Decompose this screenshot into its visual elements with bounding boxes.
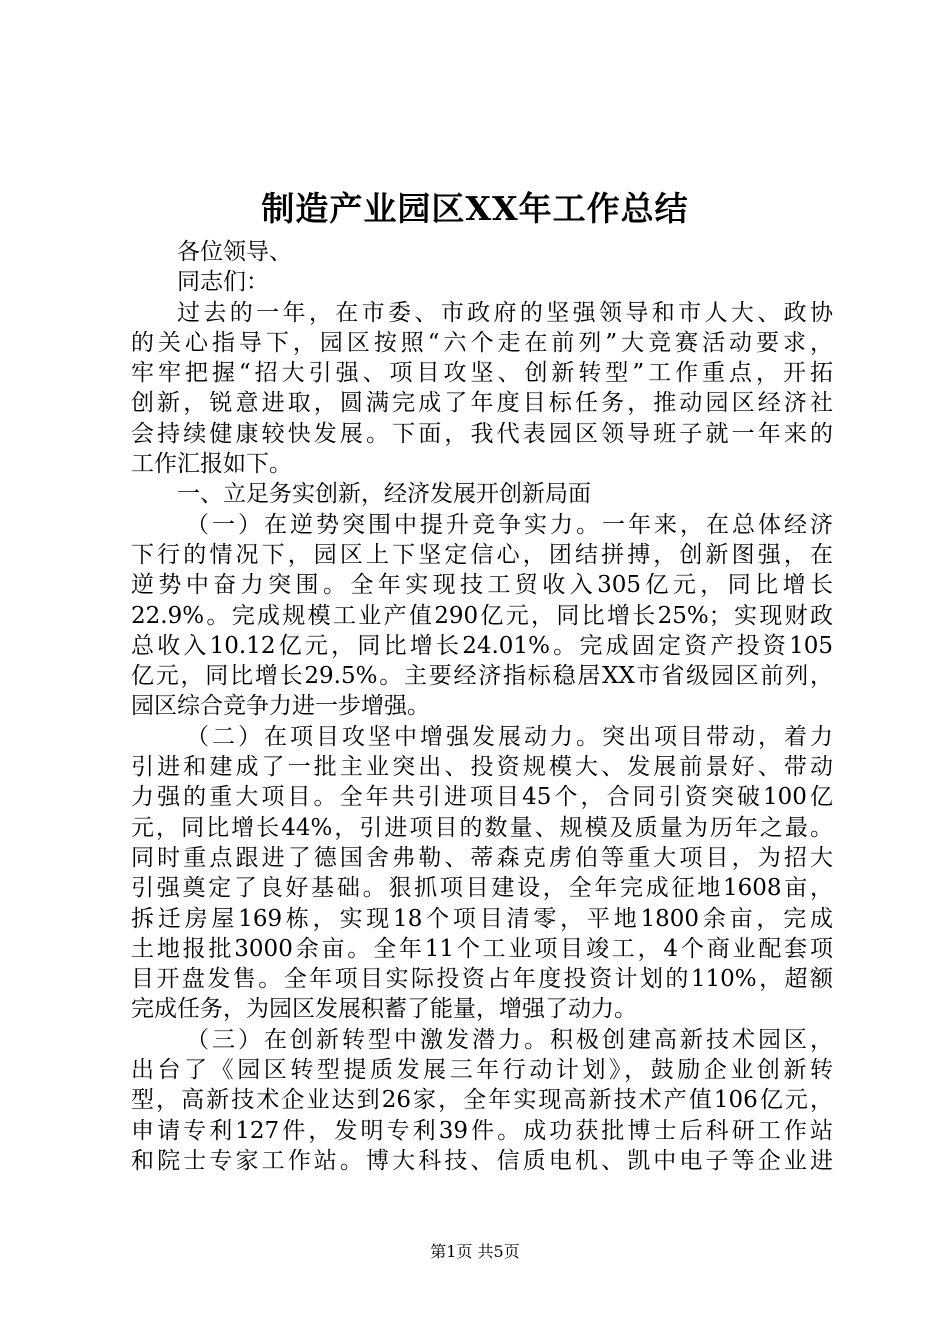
- paragraph-line: 申请专利127件，发明专利39件。成功获批博士后科研工作站: [131, 1117, 833, 1144]
- paragraph-line: 完成任务，为园区发展积蓄了能量，增强了动力。: [131, 996, 637, 1023]
- paragraph-line: 总收入10.12亿元，同比增长24.01%。完成固定资产投资105: [131, 632, 833, 659]
- paragraph-line: 会持续健康较快发展。下面，我代表园区领导班子就一年来的: [131, 420, 833, 447]
- paragraph-line: 创新，锐意进取，圆满完成了年度目标任务，推动园区经济社: [131, 390, 833, 417]
- paragraph-line: 引强奠定了良好基础。狠抓项目建设，全年完成征地1608亩，: [131, 875, 833, 902]
- page-number: 第1页 共5页: [430, 1242, 520, 1261]
- salutation-line: 各位领导、: [177, 239, 292, 265]
- paragraph-line: （二）在项目攻坚中增强发展动力。突出项目带动，着力: [186, 723, 833, 750]
- paragraph-line: 目开盘发售。全年项目实际投资占年度投资计划的110%，超额: [131, 966, 833, 993]
- paragraph-line: 引进和建成了一批主业突出、投资规模大、发展前景好、带动: [131, 754, 833, 781]
- document-body: [131, 237, 833, 1176]
- paragraph-line: 型，高新技术企业达到26家，全年实现高新技术产值106亿元，: [131, 1087, 833, 1114]
- paragraph-intro: [131, 298, 833, 480]
- section-heading: 一、立足务实创新，经济发展开创新局面: [177, 481, 591, 508]
- paragraph-line: 同时重点跟进了德国舍弗勒、蒂森克虏伯等重大项目，为招大: [131, 844, 833, 871]
- paragraph-line: 元，同比增长44%，引进项目的数量、规模及质量为历年之最。: [131, 814, 833, 841]
- paragraph-line: 22.9%。完成规模工业产值290亿元，同比增长25%；实现财政: [131, 602, 833, 629]
- paragraph-line: 土地报批3000余亩。全年11个工业项目竣工，4个商业配套项: [131, 935, 833, 962]
- paragraph-section1-2: [131, 722, 833, 1025]
- paragraph-line: 逆势中奋力突围。全年实现技工贸收入305亿元，同比增长: [131, 572, 833, 599]
- paragraph-line: 下行的情况下，园区上下坚定信心，团结拼搏，创新图强，在: [131, 541, 833, 568]
- paragraph-line: 出台了《园区转型提质发展三年行动计划》，鼓励企业创新转: [131, 1057, 833, 1084]
- paragraph-line: 力强的重大项目。全年共引进项目45个，合同引资突破100亿: [131, 784, 833, 811]
- paragraph-line: 拆迁房屋169栋，实现18个项目清零，平地1800余亩，完成: [131, 905, 833, 932]
- paragraph-line: 的关心指导下，园区按照“六个走在前列”大竞赛活动要求，: [131, 329, 833, 356]
- paragraph-line: 亿元，同比增长29.5%。主要经济指标稳居XX市省级园区前列，: [131, 663, 833, 690]
- paragraph-line: 和院士专家工作站。博大科技、信质电机、凯中电子等企业进: [131, 1147, 833, 1174]
- paragraph-line: 牢牢把握“招大引强、项目攻坚、创新转型”工作重点，开拓: [131, 360, 833, 387]
- paragraph-line: （一）在逆势突围中提升竞争实力。一年来，在总体经济: [186, 511, 833, 538]
- paragraph-line: 过去的一年，在市委、市政府的坚强领导和市人大、政协: [177, 299, 833, 326]
- paragraph-section1-3: [131, 1025, 833, 1176]
- salutation-line: 同志们：: [177, 269, 269, 296]
- paragraph-section1-1: [131, 510, 833, 722]
- document-title: 制造产业园区XX年工作总结: [261, 189, 689, 228]
- paragraph-line: 园区综合竞争力进一步增强。: [131, 693, 430, 720]
- paragraph-line: 工作汇报如下。: [131, 451, 292, 478]
- paragraph-line: （三）在创新转型中激发潜力。积极创建高新技术园区，: [186, 1026, 833, 1053]
